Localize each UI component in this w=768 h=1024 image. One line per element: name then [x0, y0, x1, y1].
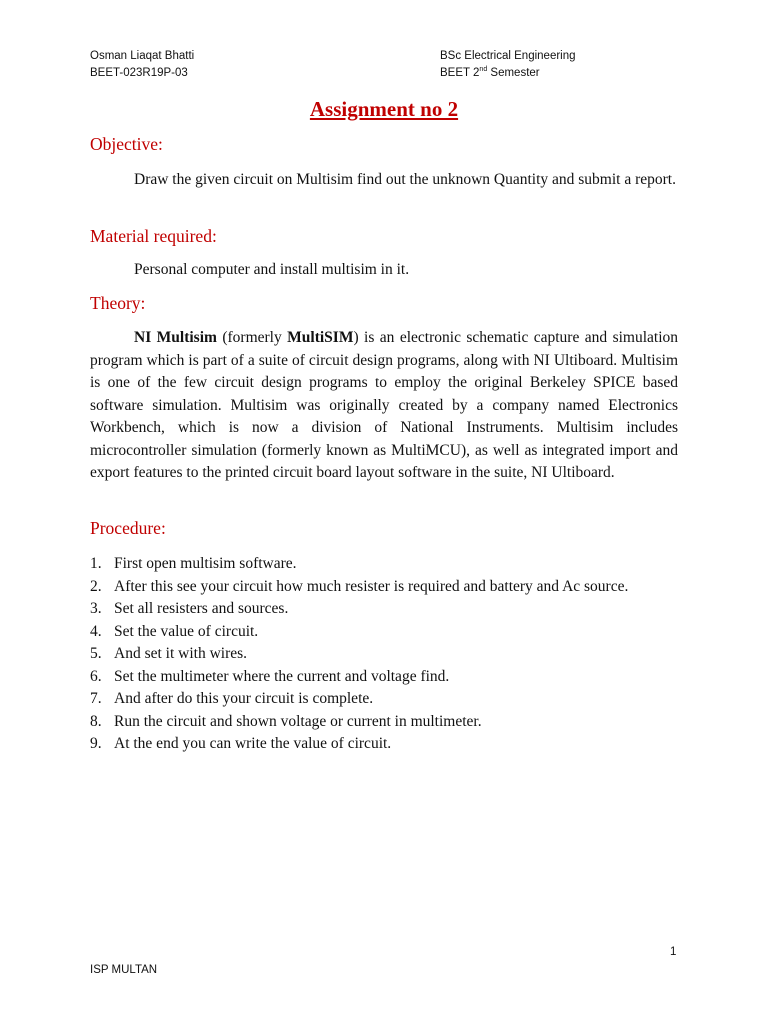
procedure-list	[90, 553, 678, 756]
objective-text: Draw the given circuit on Multisim find out the unknown Quantity and submit a report.	[134, 171, 676, 188]
material-heading: Material required:	[90, 226, 217, 246]
theory-bold-1: NI Multisim	[134, 329, 217, 346]
page-number: 1	[670, 946, 677, 958]
program-name: BSc Electrical Engineering	[440, 50, 576, 62]
header-right	[440, 48, 576, 82]
list-item: 9. At the end you can write the value of circuit.	[90, 735, 392, 752]
semester: BEET 2nd Semester	[440, 66, 540, 79]
list-item: 8. Run the circuit and shown voltage or current in multimeter.	[90, 712, 482, 730]
footer-text: ISP MULTAN	[90, 964, 158, 976]
list-item: 3. Set all resisters and sources.	[90, 600, 289, 617]
list-item: 1. First open multisim software.	[90, 555, 297, 572]
author-name: Osman Liaqat Bhatti	[90, 50, 195, 62]
objective-heading: Objective:	[90, 134, 163, 154]
header-left	[90, 48, 194, 82]
list-item: 4. Set the value of circuit.	[90, 622, 259, 640]
page-title: Assignment no 2	[309, 97, 459, 121]
theory-heading: Theory:	[90, 293, 146, 313]
list-item: 7. And after do this your circuit is complete.	[90, 690, 374, 707]
procedure-heading: Procedure:	[90, 518, 166, 538]
list-item: 5. And set it with wires.	[90, 645, 248, 662]
theory-bold-2: MultiSIM	[287, 329, 354, 346]
theory-text: NI Multisim (formerly MultiSIM) is an electronic schematic capture and simulation program which is part of a suite of circuit design programs, along with NI Ultiboard. Multisim is one of the few circuit design programs to employ the original Berkeley SPICE based software simulation. Multisim was originally created by a company named Electronics Workbench, which is now a division of National Instruments. Multisim includes microcontroller simulation (formerly known as MultiMCU), as well as integrated import and export features to the printed circuit board layout software in the suite, NI Ultiboard.	[90, 329, 679, 481]
material-text: Personal computer and install multisim in it.	[134, 261, 410, 278]
list-item: 6. Set the multimeter where the current and voltage find.	[90, 667, 450, 685]
list-item: 2. After this see your circuit how much resister is required and battery and Ac source.	[90, 577, 629, 595]
roll-number: BEET-023R19P-03	[90, 67, 188, 79]
